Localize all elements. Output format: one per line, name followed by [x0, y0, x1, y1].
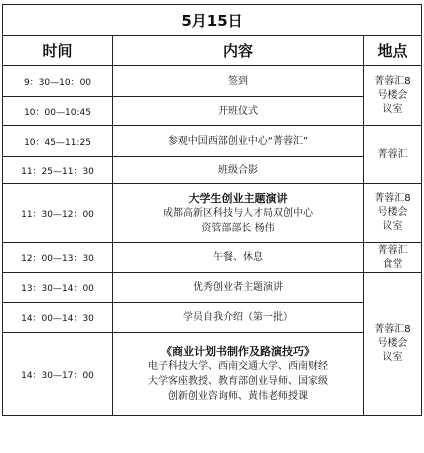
schedule-row — [3, 97, 422, 126]
content-cell — [113, 333, 364, 416]
place-line: 号楼会 — [377, 338, 408, 349]
content-cell: 优秀创业者主题演讲 — [113, 273, 364, 303]
header-place: 地点 — [364, 36, 422, 66]
place-line: 菁蓉汇8 — [374, 75, 411, 87]
time-cell: 11：25—11：30 — [3, 157, 113, 184]
workshop-title: 《商业计划书制作及路演技巧》 — [161, 345, 315, 358]
content-cell: 签到 — [113, 66, 364, 97]
place-line: 菁蓉汇8 — [374, 193, 411, 204]
content-cell: 午餐、休息 — [113, 243, 364, 273]
workshop-detail-line: 创新创业咨询师、黄伟老师授课 — [168, 391, 308, 402]
time-cell: 13：30—14：00 — [3, 273, 113, 303]
content-cell — [113, 184, 364, 243]
workshop-detail-line: 电子科技大学、西南交通大学、西南财经 — [148, 361, 328, 372]
content-cell: 班级合影 — [113, 157, 364, 184]
place-line: 议室 — [382, 103, 403, 115]
place-line: 食堂 — [382, 258, 403, 270]
place-line: 号楼会 — [377, 207, 408, 218]
place-cell — [364, 273, 422, 416]
schedule-row — [3, 303, 422, 333]
schedule-row — [3, 126, 422, 157]
place-cell — [364, 184, 422, 243]
time-cell: 10：00—10:45 — [3, 97, 113, 126]
date-row — [3, 5, 422, 36]
time-cell: 9：30—10：00 — [3, 66, 113, 97]
place-line: 菁蓉汇 — [377, 148, 408, 160]
header-time: 时间 — [3, 36, 113, 66]
schedule-row — [3, 184, 422, 243]
place-cell — [364, 66, 422, 126]
schedule-row — [3, 273, 422, 303]
schedule-row — [3, 333, 422, 416]
schedule-row — [3, 157, 422, 184]
header-row — [3, 36, 422, 66]
place-cell — [364, 243, 422, 273]
place-line: 菁蓉汇8 — [374, 324, 411, 335]
time-cell: 11：30—12：00 — [3, 184, 113, 243]
place-line: 号楼会 — [377, 89, 408, 101]
time-cell: 10：45—11:25 — [3, 126, 113, 157]
schedule-row — [3, 66, 422, 97]
place-line: 议室 — [382, 352, 403, 363]
time-cell: 14：30—17：00 — [3, 333, 113, 416]
content-cell: 开班仪式 — [113, 97, 364, 126]
time-cell: 12：00—13：30 — [3, 243, 113, 273]
date-title: 5月15日 — [3, 5, 422, 36]
schedule-row — [3, 243, 422, 273]
schedule-table — [2, 4, 422, 416]
content-cell: 学员自我介绍（第一批） — [113, 303, 364, 333]
talk-detail-line: 成都高新区科技与人才局双创中心 — [163, 207, 313, 219]
place-cell — [364, 126, 422, 184]
talk-title: 大学生创业主题演讲 — [188, 191, 288, 205]
place-line: 议室 — [382, 221, 403, 232]
workshop-detail-line: 大学客座教授、教育部创业导师、国家级 — [148, 376, 328, 387]
talk-detail-line: 资管部部长 杨伟 — [201, 222, 275, 234]
header-content: 内容 — [113, 36, 364, 66]
time-cell: 14：00—14：30 — [3, 303, 113, 333]
content-cell: 参观中国西部创业中心“菁蓉汇” — [113, 126, 364, 157]
place-line: 菁蓉汇 — [377, 244, 408, 256]
